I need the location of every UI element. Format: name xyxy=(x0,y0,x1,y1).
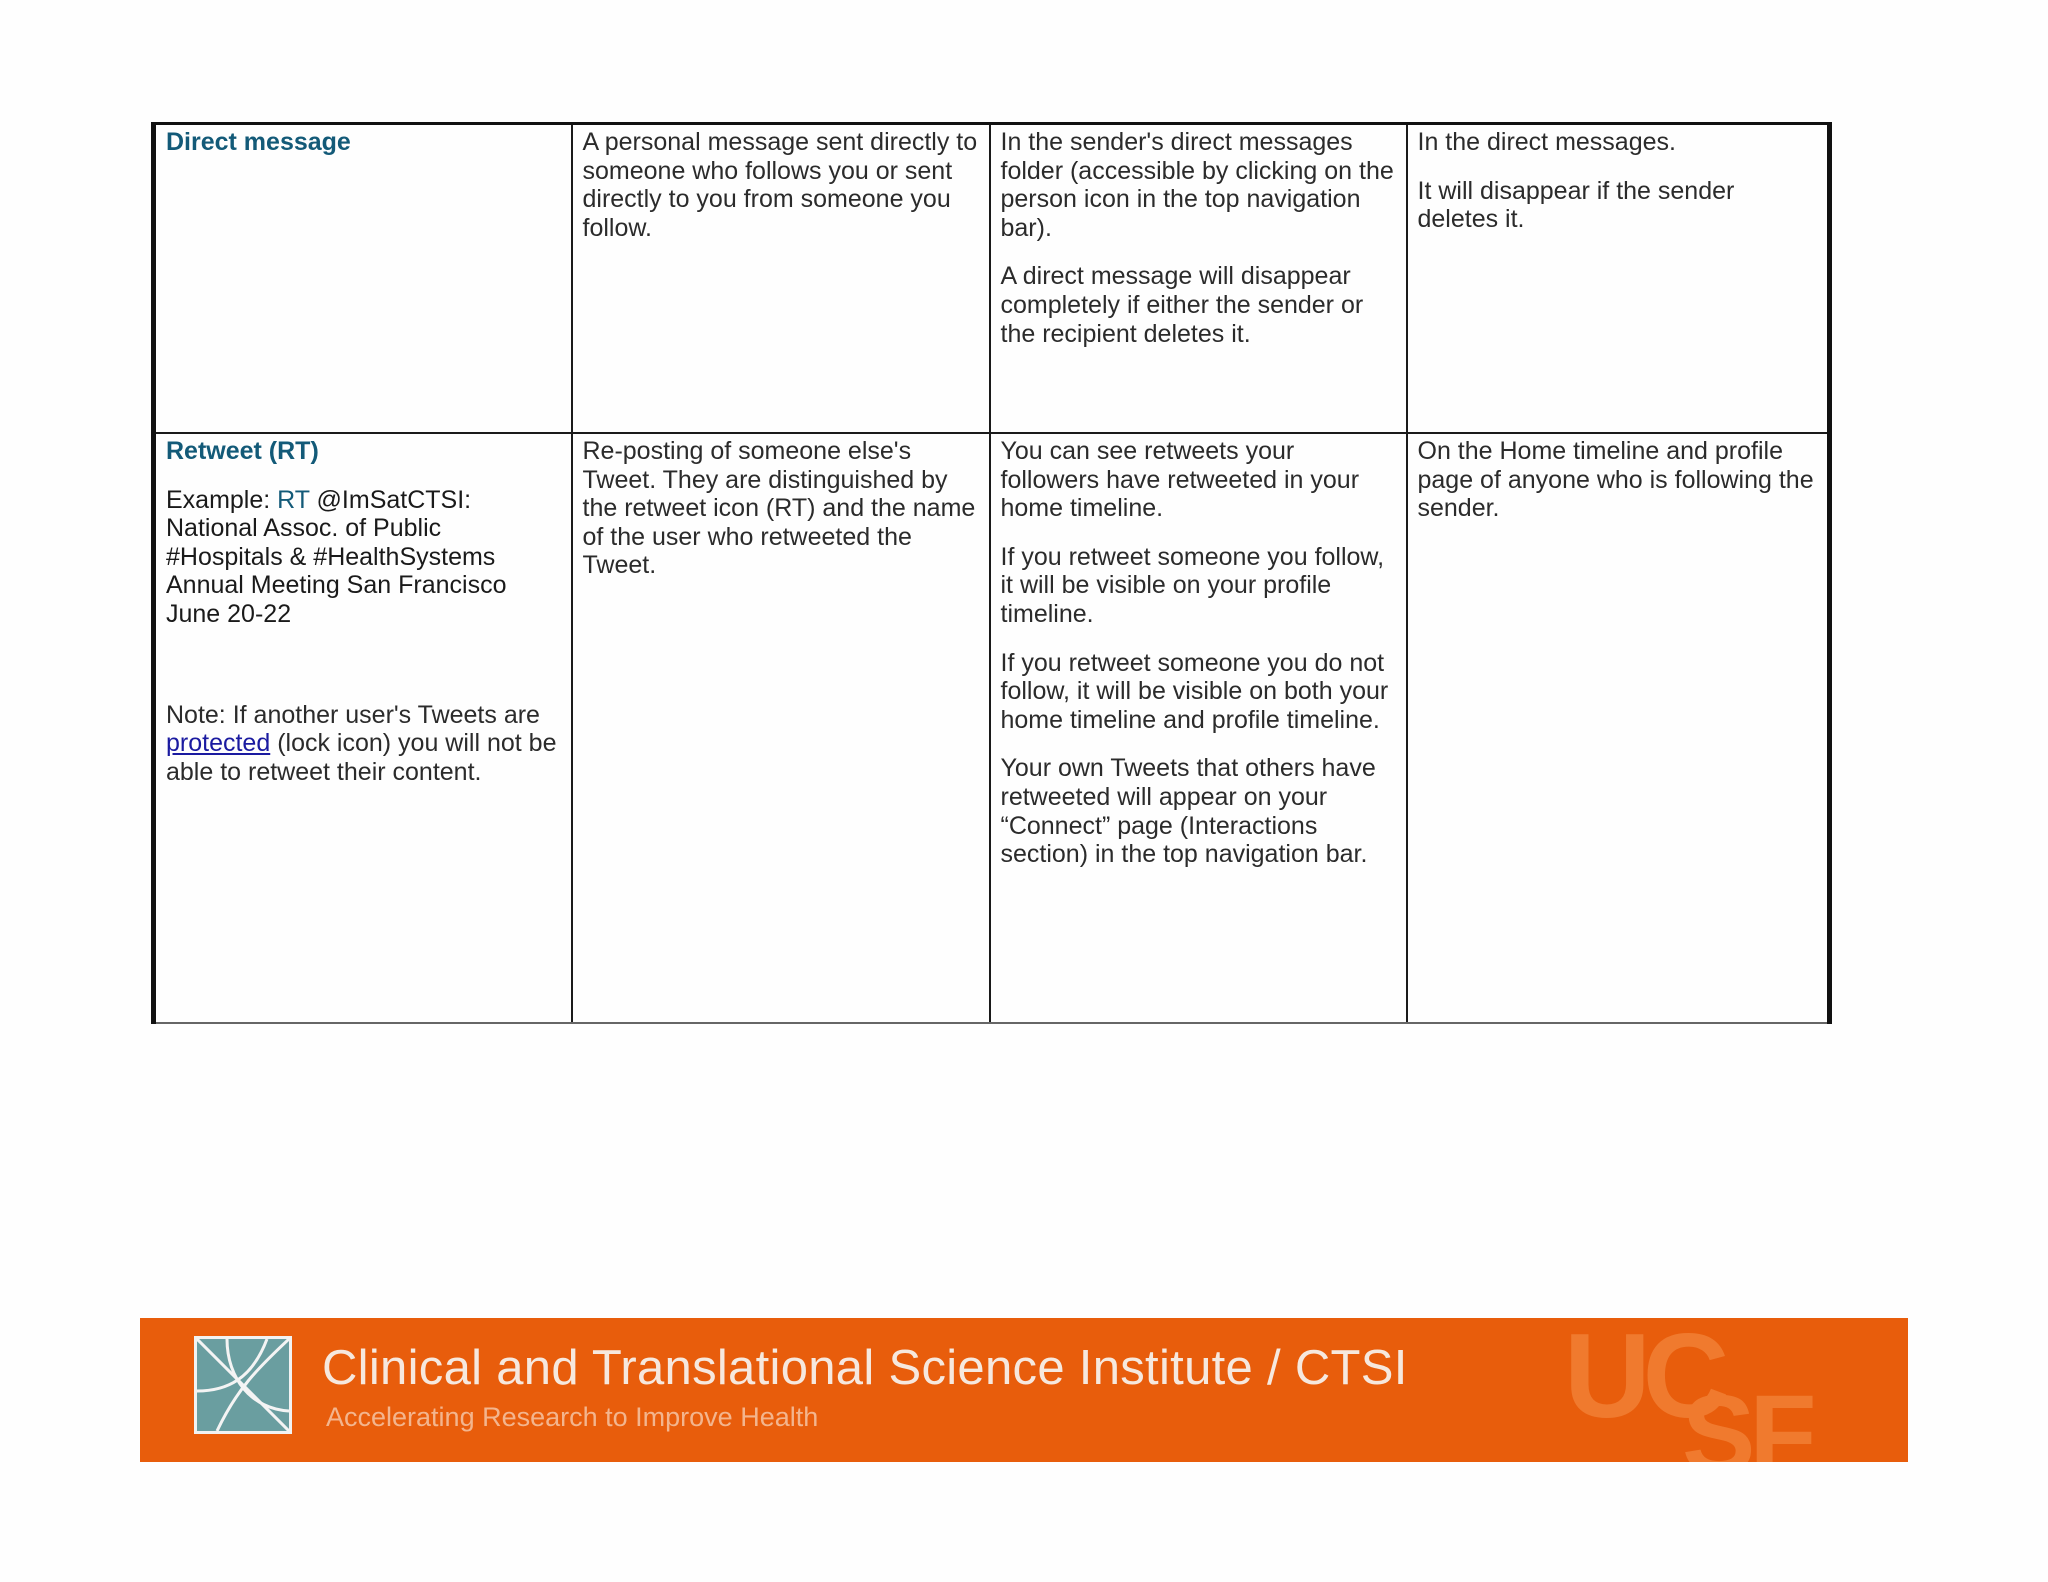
where-see-text: If you retweet someone you follow, it will be visible on your profile timeline. xyxy=(1000,542,1385,628)
glossary-table xyxy=(151,122,1832,1024)
footer-title: Clinical and Translational Science Institute / CTSI xyxy=(322,1341,1408,1395)
protected-link[interactable]: protected xyxy=(166,729,271,758)
example-rt: RT xyxy=(277,485,310,514)
where-see-text: If you retweet someone you do not follow, it will be visible on both your home timeline and profile timeline. xyxy=(1000,648,1389,734)
example-prefix: Example: xyxy=(166,485,278,514)
where-see-text: Your own Tweets that others have retweeted will appear on your “Connect” page (Interactions section) in the top navigation bar. xyxy=(1000,754,1376,869)
where-see-text: You can see retweets your followers have retweeted in your home timeline. xyxy=(1000,437,1360,523)
where-see-text: In the sender's direct messages folder (accessible by clicking on the person icon in the top navigation bar). xyxy=(1000,128,1394,242)
definition-text: A personal message sent directly to someone who follows you or sent directly to you from someone you follow. xyxy=(582,128,978,242)
where-see-cell xyxy=(990,124,1407,434)
svg-text:SF: SF xyxy=(1682,1373,1811,1472)
where-see-cell xyxy=(990,433,1407,1023)
term-cell xyxy=(154,433,572,1023)
term-label: Direct message xyxy=(166,128,351,156)
note-text xyxy=(166,701,561,787)
where-others-cell xyxy=(1407,124,1830,434)
table-row xyxy=(154,124,1830,434)
note-before: Note: If another user's Tweets are xyxy=(166,700,540,729)
term-cell xyxy=(154,124,572,434)
example-body: @ImSatCTSI: National Assoc. of Public #Hospitals & #HealthSystems Annual Meeting San Francisco June 20-22 xyxy=(166,485,507,628)
term-label: Retweet (RT) xyxy=(166,437,319,465)
ctsi-logo-icon xyxy=(194,1336,292,1434)
ucsf-logo-icon xyxy=(1564,1312,1874,1472)
example-text xyxy=(166,486,561,629)
where-others-text: In the direct messages. xyxy=(1417,128,1676,156)
where-others-text: On the Home timeline and profile page of anyone who is following the sender. xyxy=(1417,437,1814,523)
ctsi-footer-banner xyxy=(140,1312,1908,1472)
footer-tagline: Accelerating Research to Improve Health xyxy=(326,1402,819,1432)
definition-cell xyxy=(572,124,990,434)
table-row xyxy=(154,433,1830,1023)
where-others-text: It will disappear if the sender deletes it. xyxy=(1417,176,1735,234)
where-see-text: A direct message will disappear completely if either the sender or the recipient deletes it. xyxy=(1000,262,1364,348)
spacer xyxy=(166,629,561,701)
svg-text:UC: UC xyxy=(1564,1312,1722,1443)
where-others-cell xyxy=(1407,433,1830,1023)
note-after: (lock icon) you will not be able to retweet their content. xyxy=(166,729,557,786)
definition-text: Re-posting of someone else's Tweet. They are distinguished by the retweet icon (RT) and the name of the user who retweeted the Tweet. xyxy=(582,437,976,580)
definition-cell xyxy=(572,433,990,1023)
